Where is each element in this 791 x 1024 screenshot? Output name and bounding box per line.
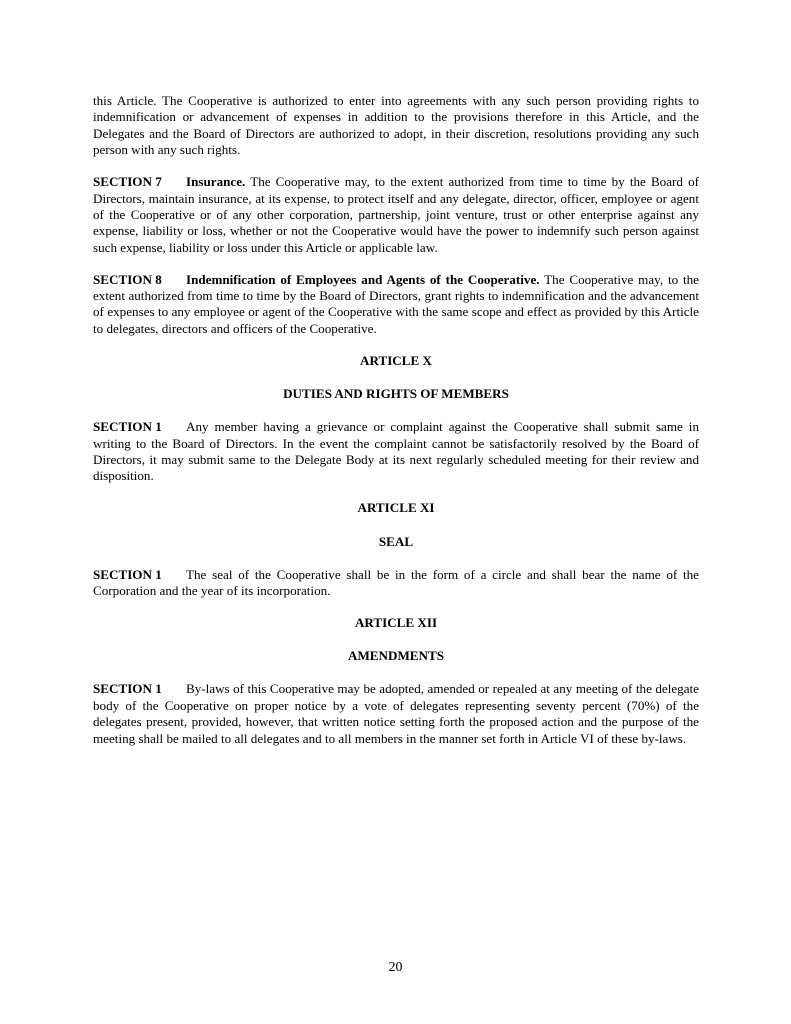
section-7-paragraph bbox=[93, 174, 699, 256]
section-8-body: The Cooperative may, to the extent authorized from time to time by the Board of Directors, grant rights to indemnification and the advancement of expenses to any employee or agent of the Cooperative with the same scope and effect as provided by this Article to delegates, directors and officers of the Cooperative. bbox=[93, 271, 699, 336]
section-8-paragraph bbox=[93, 272, 699, 338]
article-10-section-1-body: Any member having a grievance or complaint against the Cooperative shall submit same in writing to the Board of Directors. In the event the complaint cannot be satisfactorily resolved by the Board of Directors, it may submit same to the Delegate Body at its next regularly scheduled meeting for their review and disposition. bbox=[93, 419, 699, 484]
article-11-subheading: SEAL bbox=[378, 533, 414, 549]
article-10-heading: ARTICLE X bbox=[360, 352, 432, 368]
article-11-section-1-number: SECTION 1 bbox=[93, 566, 162, 582]
document-page bbox=[93, 93, 699, 763]
article-10-section-1-paragraph bbox=[93, 419, 699, 485]
article-10-subheading: DUTIES AND RIGHTS OF MEMBERS bbox=[283, 385, 509, 401]
article-12-section-1-body: By-laws of this Cooperative may be adopted, amended or repealed at any meeting of the delegate body of the Cooperative on proper notice by a vote of delegates representing seventy percent (70%) of the delegates present, provided, however, that written notice setting forth the proposed action and the purpose of the meeting shall be mailed to all delegates and to all members in the manner set forth in Article VI of these by-laws. bbox=[93, 681, 699, 746]
section-8-title: Indemnification of Employees and Agents of the Cooperative. bbox=[186, 271, 540, 287]
article-11-section-1-body: The seal of the Cooperative shall be in the form of a circle and shall bear the name of the Corporation and the year of its incorporation. bbox=[93, 566, 699, 599]
section-7-number: SECTION 7 bbox=[93, 174, 162, 190]
section-7-title: Insurance. bbox=[186, 174, 246, 190]
article-12-section-1-paragraph bbox=[93, 681, 699, 747]
article-11-section-1-paragraph bbox=[93, 567, 699, 600]
article-10-section-1-number: SECTION 1 bbox=[93, 419, 162, 435]
article-11-heading: ARTICLE XI bbox=[357, 500, 435, 516]
section-8-number: SECTION 8 bbox=[93, 271, 162, 287]
section-7-body: The Cooperative may, to the extent authorized from time to time by the Board of Directors, maintain insurance, at its expense, to protect itself and any delegate, director, officer, employee or agent of the Cooperative or of any other corporation, partnership, joint venture, trust or other enterprise against any expense, liability or loss, whether or not the Cooperative would have the power to indemnify such person against such expense, liability or loss under this Article or applicable law. bbox=[93, 174, 699, 255]
page-number: 20 bbox=[388, 960, 403, 975]
article-12-section-1-number: SECTION 1 bbox=[93, 681, 162, 697]
article-12-heading: ARTICLE XII bbox=[354, 615, 438, 631]
article-12-subheading: AMENDMENTS bbox=[347, 648, 445, 664]
intro-paragraph: this Article. The Cooperative is authorized to enter into agreements with any such person providing rights to indemnification or advancement of expenses in addition to the provisions therefore in this Article, and the Delegates and the Board of Directors are authorized to adopt, in their discretion, resolutions providing any such person with any such rights. bbox=[93, 93, 699, 158]
